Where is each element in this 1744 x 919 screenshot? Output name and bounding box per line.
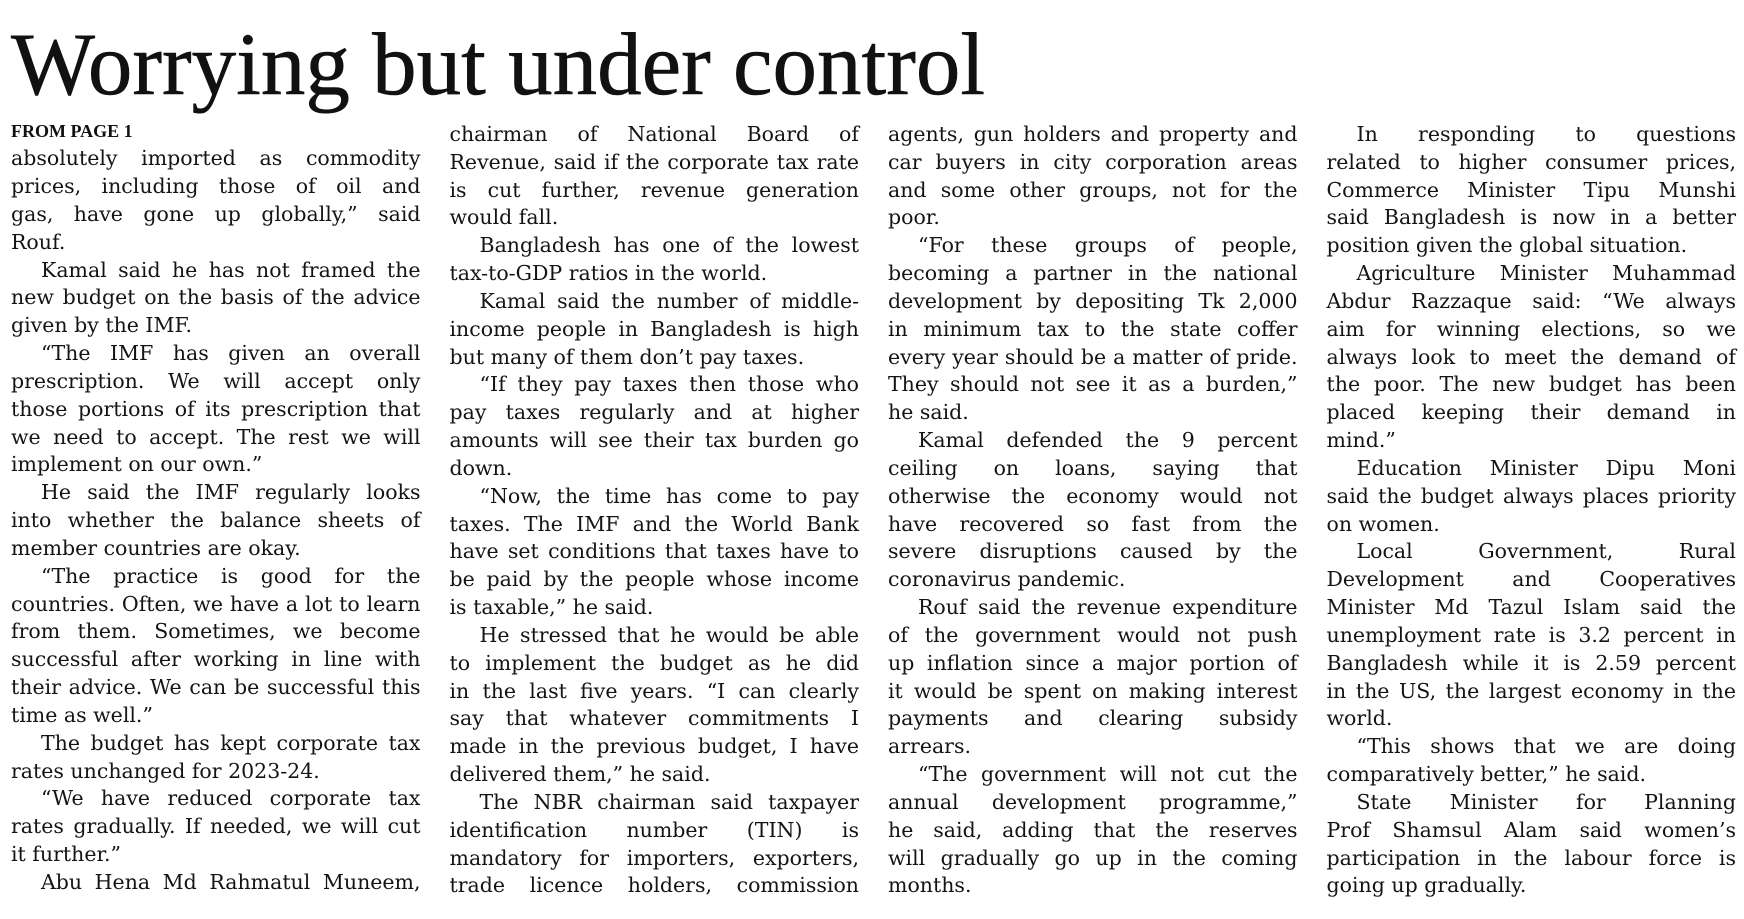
text-line: In responding to questions xyxy=(1356,122,1736,146)
text-line: coronavirus pandemic. xyxy=(888,567,1126,592)
text-line: always look to meet the demand of xyxy=(1326,344,1736,369)
text-line: The budget has kept corporate tax xyxy=(41,730,421,755)
text-line: Prof Shamsul Alam said women’s xyxy=(1326,817,1736,842)
text-line: Commerce Minister Tipu Munshi xyxy=(1326,177,1736,202)
text-line: have set conditions that taxes have to xyxy=(449,539,859,564)
paragraph xyxy=(11,145,421,256)
text-line: prescription. We will accept only xyxy=(11,368,421,393)
text-line: Kamal defended the 9 percent xyxy=(918,428,1298,453)
text-line: trade licence holders, commission xyxy=(449,873,859,898)
text-line: “Now, the time has come to pay xyxy=(479,483,859,508)
text-line: is cut further, revenue generation xyxy=(449,177,859,202)
text-line: new budget on the basis of the advice xyxy=(11,285,421,310)
text-line: “For these groups of people, xyxy=(918,233,1298,258)
article-column xyxy=(450,121,860,900)
text-line: those portions of its prescription that xyxy=(11,396,421,421)
paragraph xyxy=(1327,121,1737,260)
text-line: countries. Often, we have a lot to learn xyxy=(11,591,421,616)
paragraph xyxy=(1327,260,1737,455)
text-line: have recovered so fast from the xyxy=(888,511,1298,536)
text-line: said the budget always places priority xyxy=(1326,483,1736,508)
text-line: unemployment rate is 3.2 percent in xyxy=(1326,622,1736,647)
text-line: going up gradually. xyxy=(1326,873,1527,898)
text-line: down. xyxy=(449,455,513,480)
paragraph xyxy=(888,232,1298,427)
text-line: it would be spent on making interest xyxy=(888,678,1298,703)
text-line: comparatively better,” he said. xyxy=(1326,762,1647,787)
text-line: but many of them don’t pay taxes. xyxy=(449,344,805,369)
text-line: made in the previous budget, I have xyxy=(449,734,859,759)
text-line: tax-to-GDP ratios in the world. xyxy=(449,261,768,286)
text-line: in the US, the largest economy in the xyxy=(1326,678,1736,703)
text-line: Bangladesh has one of the lowest xyxy=(479,233,859,258)
text-line: ceiling on loans, saying that xyxy=(888,455,1298,480)
text-line: arrears. xyxy=(888,734,972,759)
text-line: identification number (TIN) is xyxy=(449,817,859,842)
text-line: world. xyxy=(1326,706,1393,731)
text-line: Development and Cooperatives xyxy=(1326,567,1736,592)
text-line: delivered them,” he said. xyxy=(449,762,711,787)
text-line: and some other groups, not for the xyxy=(888,177,1298,202)
text-line: “The government will not cut the xyxy=(918,762,1298,787)
text-line: payments and clearing subsidy xyxy=(888,706,1298,731)
text-line: otherwise the economy would not xyxy=(888,483,1298,508)
text-line: up inflation since a major portion of xyxy=(888,650,1298,675)
text-line: of the government would not push xyxy=(888,622,1298,647)
paragraph xyxy=(1327,733,1737,789)
text-line: State Minister for Planning xyxy=(1356,789,1736,814)
text-line: amounts will see their tax burden go xyxy=(449,428,859,453)
text-line: poor. xyxy=(888,205,940,230)
paragraph xyxy=(450,232,860,288)
paragraph xyxy=(11,257,421,340)
text-line: implement on our own.” xyxy=(11,452,263,477)
text-line: Abu Hena Md Rahmatul Muneem, xyxy=(41,869,421,894)
text-line: member countries are okay. xyxy=(11,535,301,560)
text-line: “If they pay taxes then those who xyxy=(479,372,859,397)
text-line: car buyers in city corporation areas xyxy=(888,149,1298,174)
paragraph xyxy=(450,288,860,371)
paragraph xyxy=(11,340,421,479)
text-line: Rouf. xyxy=(11,229,66,254)
text-line: pay taxes regularly and at higher xyxy=(449,400,859,425)
text-line: Abdur Razzaque said: “We always xyxy=(1326,288,1736,313)
text-line: chairman of National Board of xyxy=(449,122,859,146)
text-line: participation in the labour force is xyxy=(1326,845,1736,870)
text-line: said Bangladesh is now in a better xyxy=(1326,205,1736,230)
paragraph xyxy=(11,479,421,562)
text-line: gas, have gone up globally,” said xyxy=(11,201,421,226)
paragraph xyxy=(11,730,421,786)
text-line: Kamal said he has not framed the xyxy=(41,257,421,282)
text-line: Agriculture Minister Muhammad xyxy=(1356,261,1736,286)
text-line: related to higher consumer prices, xyxy=(1326,149,1736,174)
article-column xyxy=(888,121,1298,900)
article-column xyxy=(11,118,421,897)
paragraph xyxy=(11,785,421,868)
text-line: into whether the balance sheets of xyxy=(11,508,421,533)
text-line: given by the IMF. xyxy=(11,313,193,338)
text-line: in minimum tax to the state coffer xyxy=(888,316,1298,341)
headline: Worrying but under control xyxy=(11,16,986,114)
text-line: would fall. xyxy=(449,205,559,230)
text-line: to implement the budget as he did xyxy=(449,650,859,675)
paragraph xyxy=(1327,538,1737,733)
paragraph xyxy=(450,121,860,232)
paragraph xyxy=(888,121,1298,232)
text-line: on women. xyxy=(1326,511,1440,536)
text-line: months. xyxy=(888,873,972,898)
text-line: he said. xyxy=(888,400,969,425)
text-line: Kamal said the number of middle- xyxy=(479,288,859,313)
text-line: from them. Sometimes, we become xyxy=(11,619,421,644)
text-line: They should not see it as a burden,” xyxy=(888,372,1298,397)
text-line: every year should be a matter of pride. xyxy=(888,344,1298,369)
paragraph xyxy=(1327,455,1737,538)
paragraph xyxy=(450,371,860,482)
text-line: “We have reduced corporate tax xyxy=(41,786,421,811)
text-line: Local Government, Rural xyxy=(1356,539,1736,564)
text-line: Revenue, said if the corporate tax rate xyxy=(449,149,859,174)
text-line: Education Minister Dipu Moni xyxy=(1356,455,1736,480)
text-line: He stressed that he would be able xyxy=(479,622,859,647)
paragraph xyxy=(450,622,860,789)
paragraph xyxy=(11,869,421,897)
text-line: be paid by the people whose income xyxy=(449,567,859,592)
text-line: annual development programme,” xyxy=(888,789,1298,814)
text-line: Rouf said the revenue expenditure xyxy=(918,595,1298,620)
text-line: agents, gun holders and property and xyxy=(888,122,1298,146)
text-line: he said, adding that the reserves xyxy=(888,817,1298,842)
article-column xyxy=(1327,121,1737,900)
text-line: time as well.” xyxy=(11,702,153,727)
text-line: absolutely imported as commodity xyxy=(11,146,421,171)
text-line: aim for winning elections, so we xyxy=(1326,316,1736,341)
paragraph xyxy=(888,594,1298,761)
text-line: will gradually go up in the coming xyxy=(888,845,1298,870)
text-line: mind.” xyxy=(1326,428,1396,453)
text-line: rates gradually. If needed, we will cut xyxy=(11,814,421,839)
text-line: income people in Bangladesh is high xyxy=(449,316,859,341)
text-line: development by depositing Tk 2,000 xyxy=(888,288,1298,313)
paragraph xyxy=(888,761,1298,900)
text-line: “This shows that we are doing xyxy=(1356,734,1736,759)
text-line: mandatory for importers, exporters, xyxy=(449,845,859,870)
paragraph xyxy=(888,427,1298,594)
text-line: taxes. The IMF and the World Bank xyxy=(449,511,859,536)
text-line: placed keeping their demand in xyxy=(1326,400,1736,425)
text-line: the poor. The new budget has been xyxy=(1326,372,1736,397)
text-line: “The practice is good for the xyxy=(41,563,421,588)
text-line: say that whatever commitments I xyxy=(449,706,859,731)
text-line: position given the global situation. xyxy=(1326,233,1688,258)
text-line: severe disruptions caused by the xyxy=(888,539,1298,564)
paragraph xyxy=(1327,789,1737,900)
text-line: becoming a partner in the national xyxy=(888,261,1298,286)
text-line: their advice. We can be successful this xyxy=(11,675,421,700)
jump-line: FROM PAGE 1 xyxy=(11,120,133,141)
paragraph xyxy=(11,563,421,730)
text-line: rates unchanged for 2023-24. xyxy=(11,758,320,783)
text-line: He said the IMF regularly looks xyxy=(41,480,421,505)
text-line: it further.” xyxy=(11,842,122,867)
text-line: we need to accept. The rest we will xyxy=(11,424,421,449)
text-line: successful after working in line with xyxy=(11,647,421,672)
paragraph xyxy=(450,789,860,900)
text-line: Minister Md Tazul Islam said the xyxy=(1326,595,1736,620)
text-line: prices, including those of oil and xyxy=(11,174,421,199)
text-line: in the last five years. “I can clearly xyxy=(449,678,859,703)
text-line: The NBR chairman said taxpayer xyxy=(479,789,859,814)
text-line: Bangladesh while it is 2.59 percent xyxy=(1326,650,1736,675)
paragraph xyxy=(450,483,860,622)
text-line: is taxable,” he said. xyxy=(449,595,654,620)
text-line: “The IMF has given an overall xyxy=(41,341,421,366)
